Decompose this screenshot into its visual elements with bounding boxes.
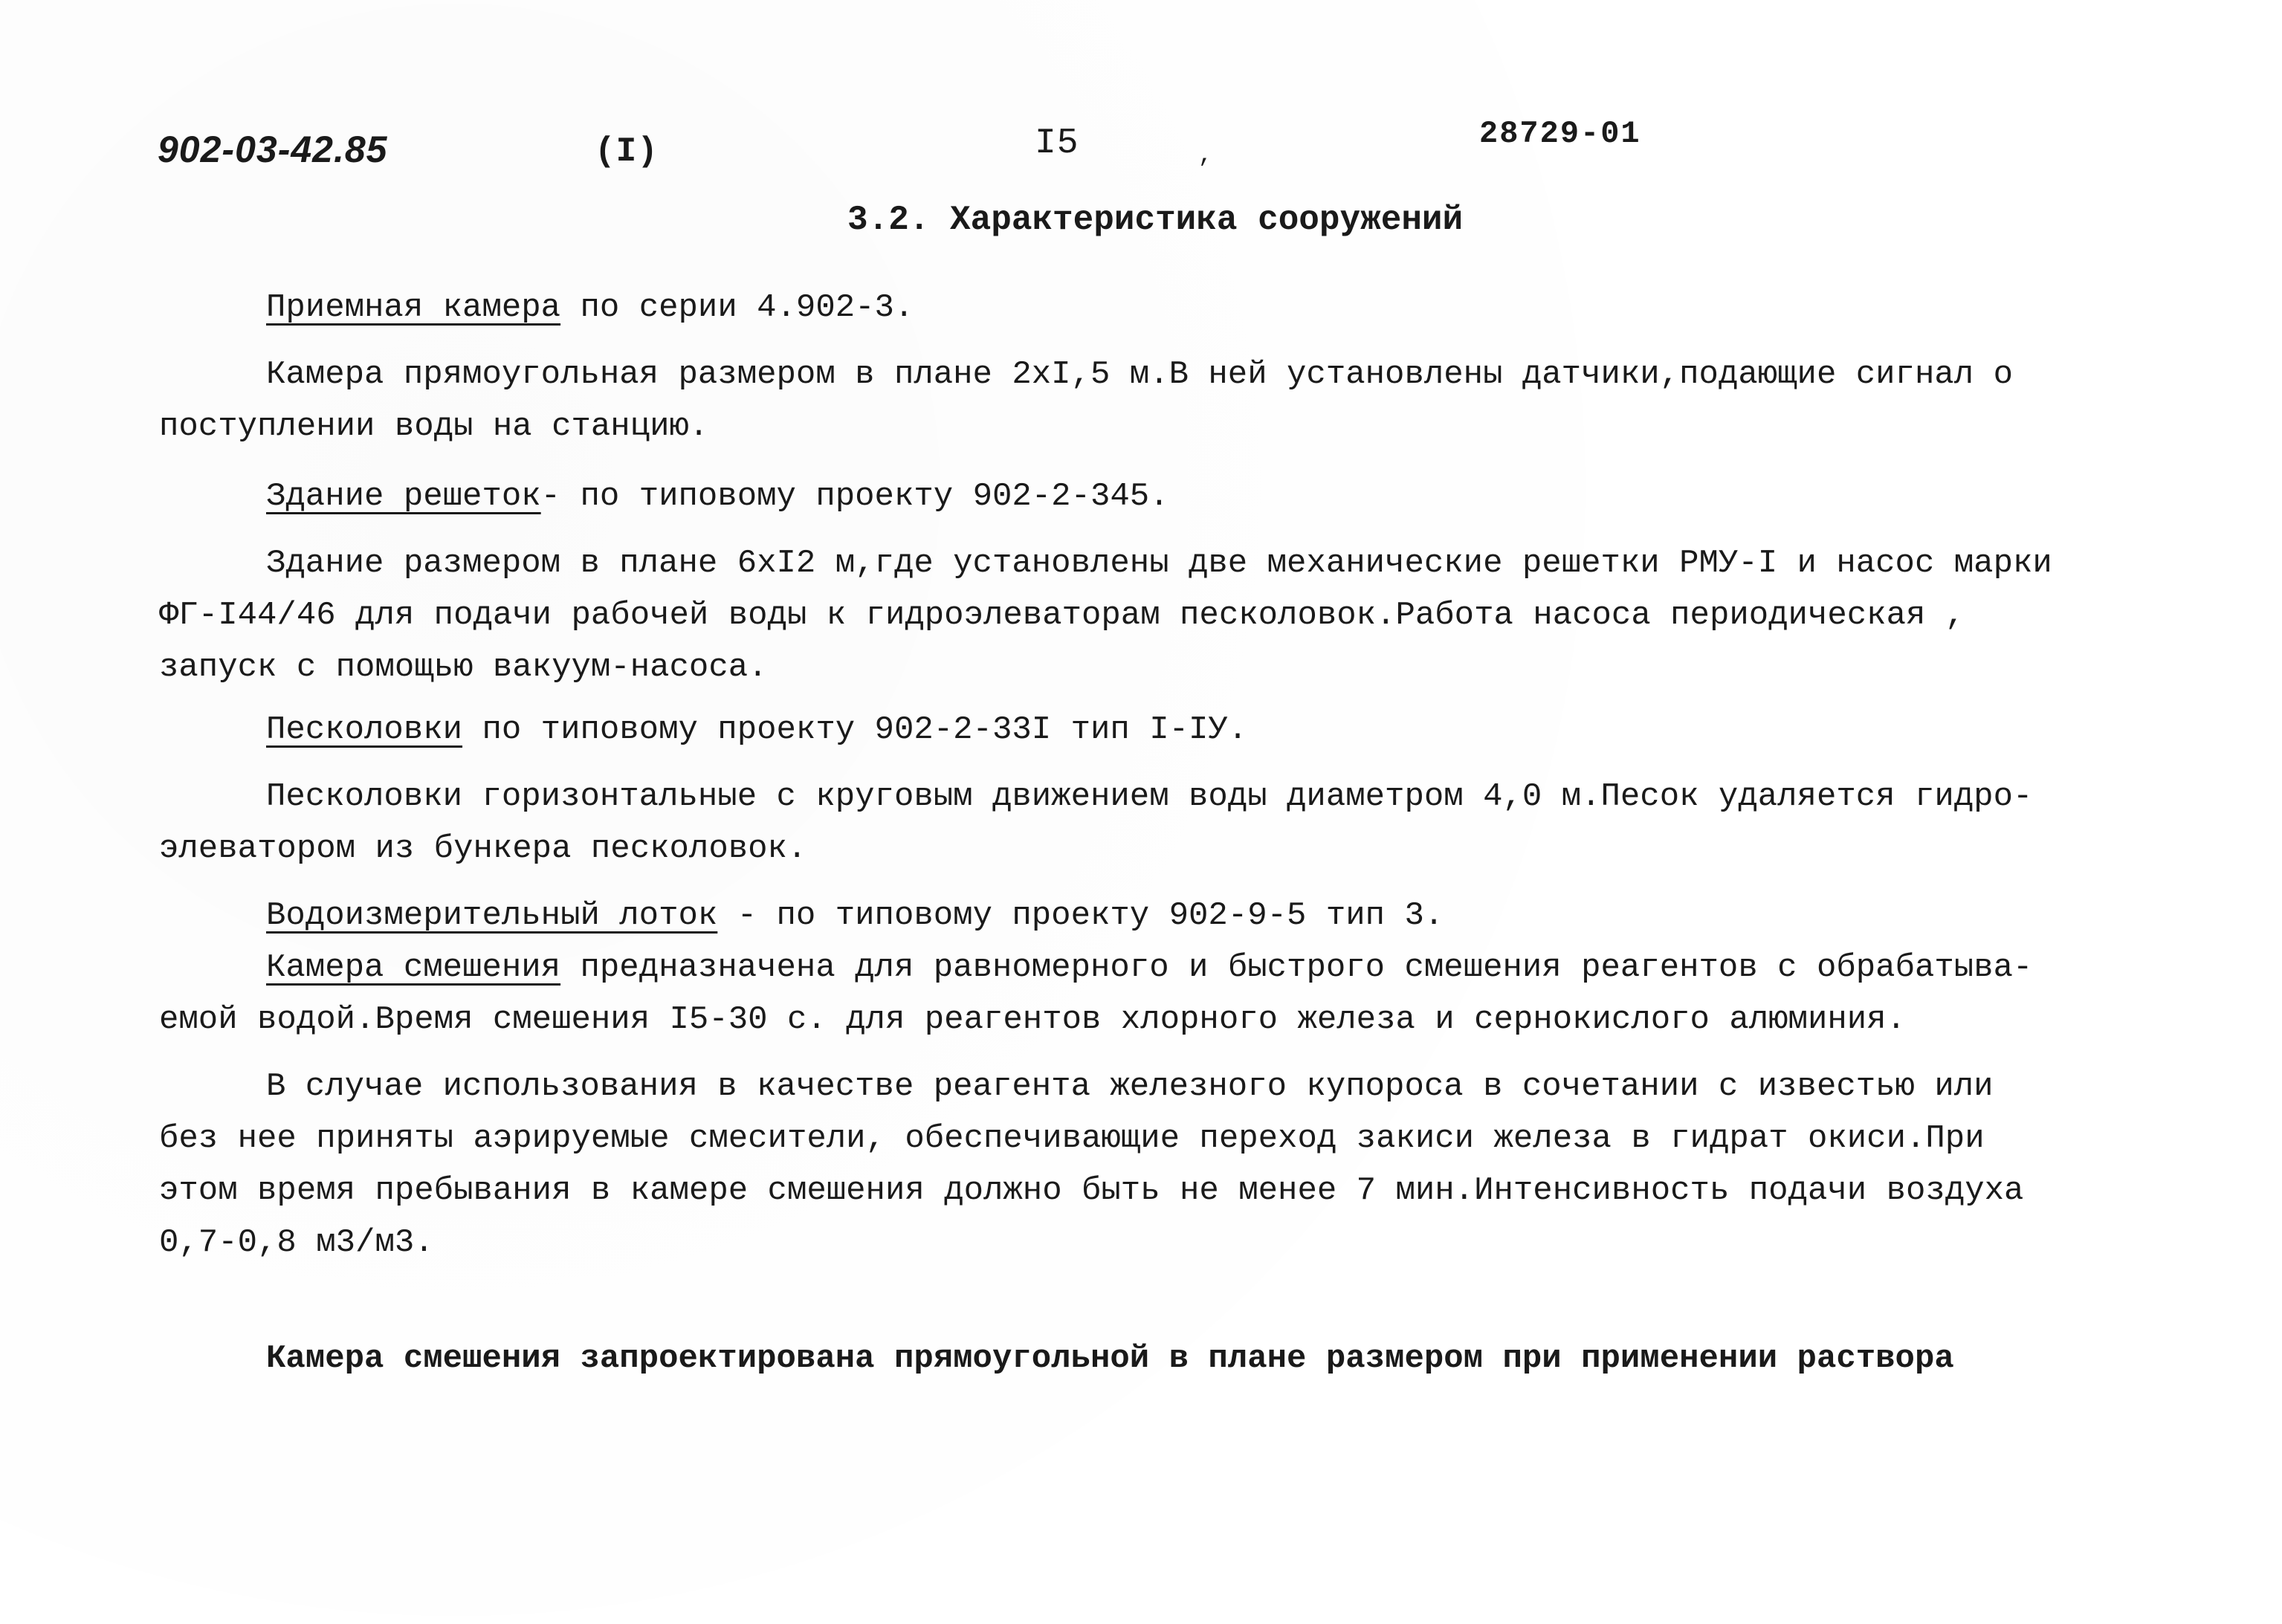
ferrous-line-2: без нее приняты аэрируемые смесители, обеспечивающие переход закиси железа в гидрат окиси.При: [159, 1120, 1985, 1157]
screens-title-tail: - по типовому проекту 902-2-345.: [540, 478, 1169, 515]
screens-line-3: запуск с помощью вакуум-насоса.: [159, 649, 768, 686]
heading-reception: [266, 291, 914, 324]
heading-flume: [266, 899, 1444, 932]
section-title: 3.2. Характеристика сооружений: [847, 201, 1464, 239]
page-number: I5: [1035, 123, 1079, 164]
screens-line-2: ФГ-I44/46 для подачи рабочей воды к гидроэлеваторам песколовок.Работа насоса периодическая ,: [159, 597, 1965, 634]
sheet-number: (I): [595, 132, 659, 171]
ferrous-line-3: этом время пребывания в камере смешения должно быть не менее 7 мин.Интенсивность подачи воздуха: [159, 1172, 2024, 1209]
grit-title-tail: по типовому проекту 902-2-33I тип I-IУ.: [462, 711, 1248, 748]
reception-title-tail: по серии 4.902-3.: [560, 289, 914, 326]
reception-title: Приемная камера: [266, 289, 561, 326]
grit-line-2: элеватором из бункера песколовок.: [159, 830, 807, 867]
mixer-title-tail: предназначена для равномерного и быстрого смешения реагентов с обрабатыва-: [560, 949, 2033, 986]
stray-mark: ,: [1198, 141, 1214, 169]
screens-line-1: Здание размером в плане 6хI2 м,где установлены две механические решетки РМУ-I и насос марки: [266, 545, 2052, 582]
heading-mixer: [266, 951, 2032, 984]
grit-line-1: Песколовки горизонтальные с круговым движением воды диаметром 4,0 м.Песок удаляется гидро-: [266, 778, 2033, 815]
mixer-title: Камера смешения: [266, 949, 561, 986]
reception-line-2: поступлении воды на станцию.: [159, 408, 709, 445]
inventory-number: 28729-01: [1479, 116, 1641, 152]
heading-screens: [266, 480, 1169, 513]
ferrous-line-4: 0,7-0,8 м3/м3.: [159, 1224, 434, 1261]
reception-line-1: Камера прямоугольная размером в плане 2хI,5 м.В ней установлены датчики,подающие сигнал о: [266, 356, 2013, 393]
mixer-line-2: емой водой.Время смешения I5-30 с. для реагентов хлорного железа и сернокислого алюминия.: [159, 1001, 1906, 1038]
screens-title: Здание решеток: [266, 478, 541, 515]
grit-title: Песколовки: [266, 711, 463, 748]
flume-title: Водоизмерительный лоток: [266, 897, 718, 934]
document-code: 902-03-42.85: [158, 129, 388, 170]
ferrous-line-1: В случае использования в качестве реагента железного купороса в сочетании с известью или: [266, 1068, 1994, 1105]
heading-grit: [266, 711, 1248, 748]
design-line-1: Камера смешения запроектирована прямоугольной в плане размером при применении раствора: [266, 1340, 1954, 1377]
flume-title-tail: - по типовому проекту 902-9-5 тип 3.: [717, 897, 1444, 934]
